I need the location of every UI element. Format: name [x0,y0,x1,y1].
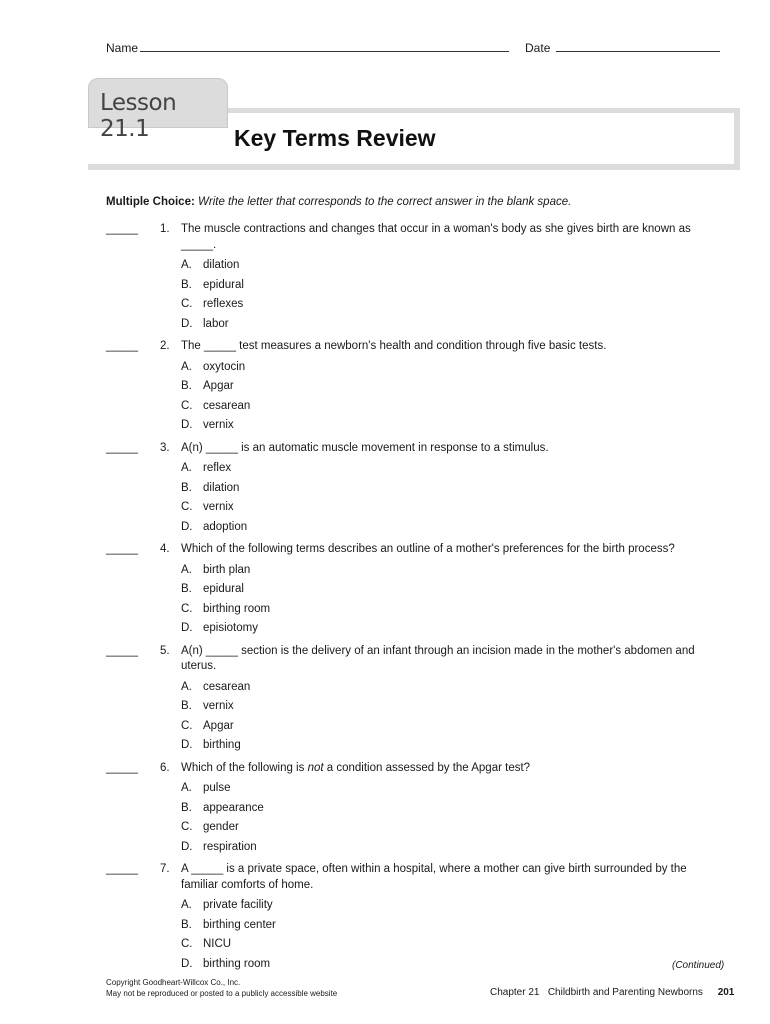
copyright-text: Copyright Goodheart-Willcox Co., Inc. [106,978,241,987]
instructions [106,196,571,208]
option-text: birthing [203,739,241,751]
option-letter: C. [181,602,193,615]
stem-emphasis: not [307,761,324,774]
name-field[interactable] [140,41,509,52]
option-text: epidural [203,583,244,595]
option-text: birth plan [203,563,251,576]
option [181,955,726,975]
question-number: 6. [160,761,170,774]
option-text: reflexes [203,298,244,310]
option-text: oxytocin [203,360,246,373]
question-stem: A(n) _____ section is the delivery of an infant through an incision made in the mother's abdomen and uterus. [181,644,695,672]
option-text: birthing center [203,918,276,931]
option-letter: D. [181,739,193,751]
option-letter: A. [181,462,192,474]
question-2 [106,339,726,436]
question-stem: Which of the following terms describes an outline of a mother's preferences for the birth process? [181,543,675,555]
option [181,416,726,436]
question-7 [106,862,726,974]
date-field[interactable] [556,41,720,52]
option [181,295,726,315]
option [181,697,726,717]
option-text: labor [203,317,229,330]
option [181,358,726,378]
option [181,818,726,838]
option-letter: A. [181,563,192,576]
answer-blank-4[interactable]: _____ [106,543,138,555]
stem-text: Which of the following is [181,761,308,774]
option-letter: B. [181,801,192,814]
option [181,315,726,335]
option-text: birthing room [203,957,271,970]
option [181,479,726,499]
option-letter: B. [181,700,192,712]
question-stem: The _____ test measures a newborn's health and condition through five basic tests. [181,340,607,352]
option-letter: A. [181,259,192,271]
question-6 [106,761,726,858]
option [181,717,726,737]
lesson-label: Lesson 21.1 [100,90,177,142]
option [181,779,726,799]
copyright-notice: May not be reproduced or posted to a publicly accessible website [106,989,338,998]
option-letter: C. [181,821,193,833]
option [181,397,726,417]
answer-blank-6[interactable]: _____ [106,761,138,774]
question-5 [106,644,726,756]
option-letter: B. [181,380,192,392]
question-1 [106,222,726,334]
question-number: 5. [160,644,170,657]
option-letter: A. [181,360,192,373]
option [181,799,726,819]
option [181,916,726,936]
option-letter: D. [181,622,193,634]
option-text: vernix [203,419,234,431]
option-text: appearance [203,801,264,814]
option [181,935,726,955]
lesson-tab [88,78,228,142]
name-date-row [106,41,726,55]
option [181,600,726,620]
option-letter: B. [181,918,192,931]
option-text: vernix [203,501,234,513]
option [181,678,726,698]
answer-blank-7[interactable]: _____ [106,863,138,875]
answer-blank-5[interactable]: _____ [106,644,138,657]
option-letter: D. [181,957,193,970]
question-4 [106,542,726,639]
instructions-text: Write the letter that corresponds to the correct answer in the blank space. [198,196,572,208]
option-text: NICU [203,938,232,950]
question-number: 3. [160,441,170,454]
option [181,580,726,600]
answer-blank-1[interactable]: _____ [106,223,138,235]
option [181,736,726,756]
stem-text: a condition assessed by the Apgar test? [323,761,531,774]
option [181,561,726,581]
question-stem: A _____ is a private space, often within a hospital, where a mother can give birth surrounded by the familiar comforts of home. [181,863,687,891]
option [181,838,726,858]
question-number: 4. [160,543,170,555]
page-number: 201 [717,987,735,998]
option [181,896,726,916]
question-3 [106,441,726,538]
option-text: Apgar [203,719,234,732]
option-letter: A. [181,680,192,693]
date-label: Date [525,41,551,55]
option-letter: A. [181,899,192,911]
instructions-label: Multiple Choice: [106,196,195,208]
option-text: epidural [203,278,244,291]
option [181,377,726,397]
option-letter: C. [181,399,193,412]
question-stem: The muscle contractions and changes that occur in a woman's body as she gives birth are known as _____. [181,223,691,251]
question-list [106,222,726,979]
answer-blank-3[interactable]: _____ [106,441,138,454]
question-stem [181,761,726,777]
option-letter: C. [181,719,193,732]
option-text: adoption [203,520,248,533]
option-text: Apgar [203,380,234,392]
name-label: Name [106,41,139,55]
option-text: episiotomy [203,622,258,634]
option-text: pulse [203,782,231,794]
option-letter: D. [181,419,193,431]
option-letter: D. [181,317,193,330]
option-text: dilation [203,481,240,494]
option-text: cesarean [203,399,251,412]
continued-note: (Continued) [672,960,725,971]
page-title: Key Terms Review [234,125,436,151]
option [181,459,726,479]
option-text: reflex [203,462,232,474]
option-letter: B. [181,481,192,494]
option [181,498,726,518]
option-text: private facility [203,899,273,911]
option [181,276,726,296]
option-text: gender [203,821,239,833]
option-letter: B. [181,583,192,595]
option-letter: C. [181,938,193,950]
option-letter: B. [181,278,192,291]
option-text: birthing room [203,602,271,615]
option [181,518,726,538]
answer-blank-2[interactable]: _____ [106,340,138,352]
chapter-label: Chapter 21 Childbirth and Parenting Newborns [490,987,703,998]
option-letter: D. [181,520,193,533]
page-footer [490,987,734,998]
copyright-block [106,977,337,999]
question-number: 7. [160,863,170,875]
option-letter: D. [181,840,193,853]
option-text: respiration [203,840,257,853]
option-letter: A. [181,782,192,794]
question-number: 2. [160,340,170,352]
question-number: 1. [160,223,170,235]
option-text: cesarean [203,680,251,693]
option-text: dilation [203,259,240,271]
option-letter: C. [181,501,193,513]
option-text: vernix [203,700,234,712]
option [181,256,726,276]
option [181,619,726,639]
question-stem: A(n) _____ is an automatic muscle movement in response to a stimulus. [181,441,549,454]
option-letter: C. [181,298,193,310]
